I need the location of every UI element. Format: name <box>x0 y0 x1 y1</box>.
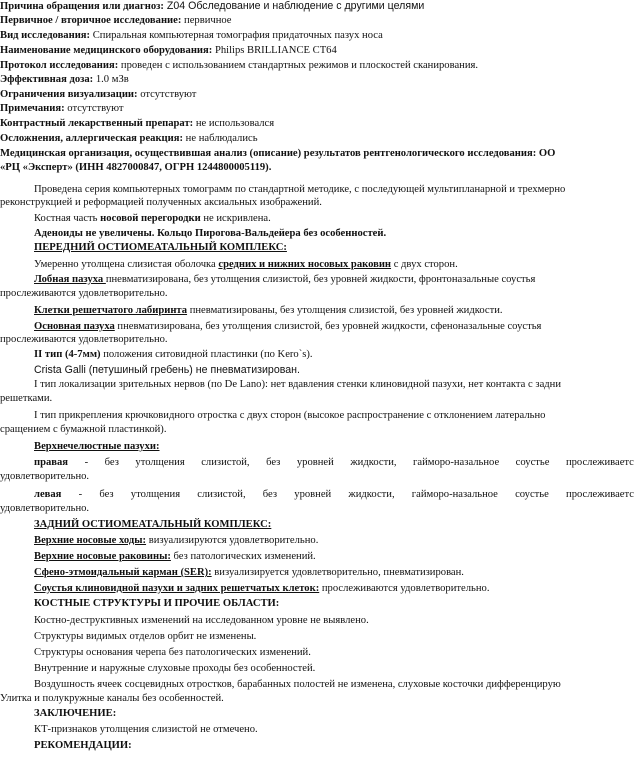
organization-line-2: «РЦ «Эксперт» (ИНН 4827000847, ОГРН 1244800005119). <box>0 162 272 173</box>
primary-line: Первичное / вторичное исследование: первичное <box>0 15 232 26</box>
delano-line-2: решетками. <box>0 393 53 404</box>
recommendations-title: РЕКОМЕНДАЦИИ: <box>34 740 132 751</box>
anterior-complex-title: ПЕРЕДНИЙ ОСТИОМЕАТАЛЬНЫЙ КОМПЛЕКС: <box>34 242 287 253</box>
notes-line: Примечания: отсутствуют <box>0 103 124 114</box>
sphenoid-line: Основная пазуха пневматизирована, без утолщения слизистой, без уровней жидкости, сфеноназальные соустья <box>34 321 542 332</box>
reason-line: Причина обращения или диагноз: Z04 Обследование и наблюдение с другими целями <box>0 0 425 12</box>
organization-line-1: Медицинская организация, осуществившая анализ (описание) результатов рентгенологического исследования: ОО <box>0 148 556 159</box>
bone-line-4: Внутренние и наружные слуховые проходы без особенностей. <box>34 663 316 674</box>
contrast-line: Контрастный лекарственный препарат: не использовался <box>0 118 275 129</box>
intro-line-2: реконструкцией и реформацией полученных аксиальных изображений. <box>0 197 322 208</box>
posterior-complex-title: ЗАДНИЙ ОСТИОМЕАТАЛЬНЫЙ КОМПЛЕКС: <box>34 519 272 530</box>
adenoids-line: Аденоиды не увеличены. Кольцо Пирогова-Вальдейера без особенностей. <box>34 228 387 239</box>
frontal-sinus-line-2: прослеживаются удовлетворительно. <box>0 288 168 299</box>
upper-turbinates-line: Верхние носовые раковины: без патологических изменений. <box>34 551 316 562</box>
intro-line-1: Проведена серия компьютерных томограмм по стандартной методике, с последующей мультипланарной и трехмерно <box>34 184 566 195</box>
type-line: Вид исследования: Спиральная компьютерная томография придаточных пазух носа <box>0 30 383 41</box>
keros-line: II тип (4-7мм) положения ситовидной пластинки (по Kero`s). <box>34 349 313 360</box>
uncinate-line-2: сращением с бумажной пластинкой). <box>0 424 167 435</box>
air-line-2: Улитка и полукружные каналы без особенностей. <box>0 693 224 704</box>
uncinate-line: I тип прикрепления крючковидного отростка с двух сторон (высокое распространение с отклонением латерально <box>34 410 546 421</box>
conclusion-text: КТ-признаков утолщения слизистой не отмечено. <box>34 724 258 735</box>
equipment-line: Наименование медицинского оборудования: Philips BRILLIANCE CT64 <box>0 45 337 56</box>
crista-line: Crista Galli (петушиный гребень) не пневматизирован. <box>34 364 300 376</box>
bone-line-3: Структуры основания черепа без патологических изменений. <box>34 647 311 658</box>
bone-line-1: Костно-деструктивных изменений на исследованном уровне не выявлено. <box>34 615 369 626</box>
air-line-1: Воздушность ячеек сосцевидных отростков, барабанных полостей не изменена, слуховые косточки дифференцирую <box>34 679 561 690</box>
ethmoid-line: Клетки решетчатого лабиринта пневматизированы, без утолщения слизистой, без уровней жидкости. <box>34 305 503 316</box>
bone-structures-title: КОСТНЫЕ СТРУКТУРЫ И ПРОЧИЕ ОБЛАСТИ: <box>34 598 280 609</box>
sphenoid-line-2: прослеживаются удовлетворительно. <box>0 334 168 345</box>
dose-line: Эффективная доза: 1.0 мЗв <box>0 74 129 85</box>
conclusion-title: ЗАКЛЮЧЕНИЕ: <box>34 708 117 719</box>
upper-passages-line: Верхние носовые ходы: визуализируются удовлетворительно. <box>34 535 319 546</box>
turbinates-line: Умеренно утолщена слизистая оболочка средних и нижних носовых раковин с двух сторон. <box>34 259 458 270</box>
maxillary-right-line-2: удовлетворительно. <box>0 471 90 482</box>
maxillary-right-line: правая - без утолщения слизистой, без уровней жидкости, гайморо-назальное соустье прослеживаетс <box>34 457 634 468</box>
septum-line: Костная часть носовой перегородки не искривлена. <box>34 213 271 224</box>
limits-line: Ограничения визуализации: отсутствуют <box>0 89 197 100</box>
junction-line: Соустья клиновидной пазухи и задних решетчатых клеток: прослеживаются удовлетворительно. <box>34 583 490 594</box>
bone-line-2: Структуры видимых отделов орбит не изменены. <box>34 631 257 642</box>
delano-line: I тип локализации зрительных нервов (по De Lano): нет вдавления стенки клиновидной пазухи, нет контакта с задни <box>34 379 561 390</box>
ser-line: Сфено-этмоидальный карман (SER): визуализируется удовлетворительно, пневматизирован. <box>34 567 464 578</box>
allergy-line: Осложнения, аллергическая реакция: не наблюдались <box>0 133 258 144</box>
protocol-line: Протокол исследования: проведен с использованием стандартных режимов и плоскостей сканирования. <box>0 60 479 71</box>
maxillary-left-line: левая - без утолщения слизистой, без уровней жидкости, гайморо-назальное соустье прослеживаетс <box>34 489 634 500</box>
frontal-sinus-line: Лобная пазуха пневматизирована, без утолщения слизистой, без уровней жидкости, фронтоназальные соустья <box>34 274 536 285</box>
maxillary-left-line-2: удовлетворительно. <box>0 503 90 514</box>
maxillary-title: Верхнечелюстные пазухи: <box>34 441 160 452</box>
